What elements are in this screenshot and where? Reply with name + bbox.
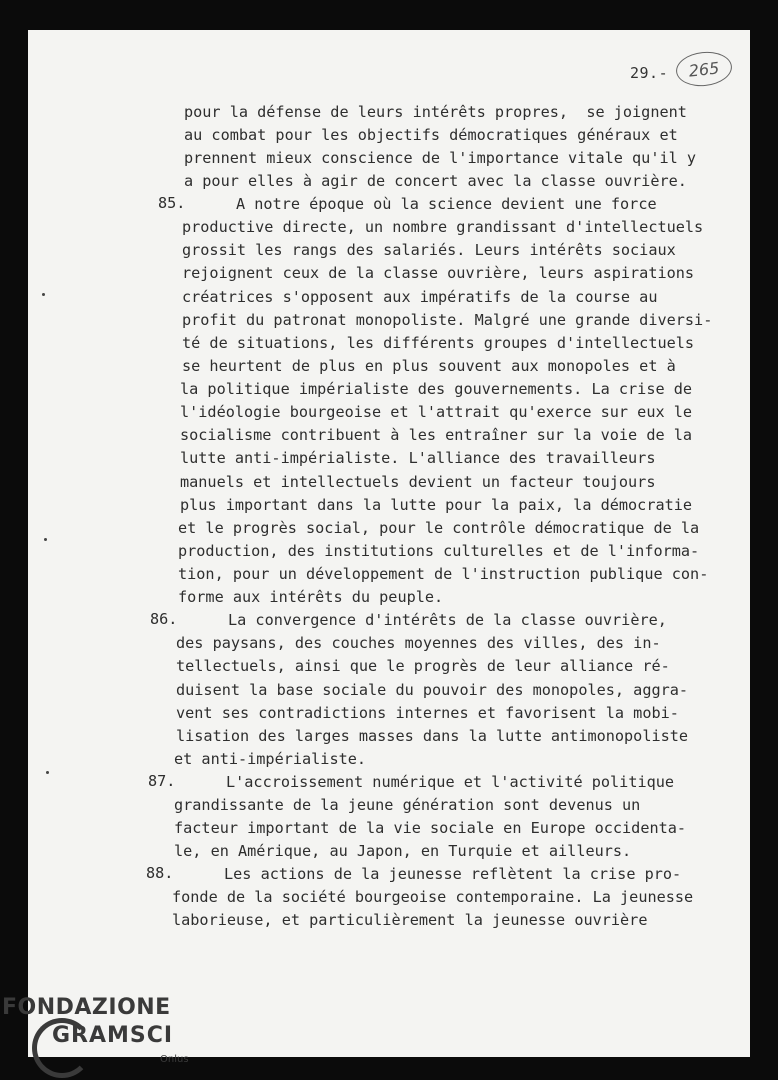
watermark-line-1: FONDAZIONE	[2, 995, 171, 1020]
paragraph-number: 87.	[148, 772, 176, 790]
text-line: et anti-impérialiste.	[174, 750, 367, 768]
text-line: socialisme contribuent à les entraîner sur la voie de la	[180, 426, 693, 444]
text-line: production, des institutions culturelles et de l'informa-	[178, 542, 700, 560]
page-number: 29.-	[630, 64, 669, 82]
text-line: créatrices s'opposent aux impératifs de la course au	[182, 288, 658, 306]
text-line: des paysans, des couches moyennes des villes, des in-	[176, 634, 661, 652]
text-line: rejoignent ceux de la classe ouvrière, leurs aspirations	[182, 264, 695, 282]
text-line: la politique impérialiste des gouvernements. La crise de	[180, 380, 693, 398]
text-line: laborieuse, et particulièrement la jeunesse ouvrière	[172, 911, 648, 929]
margin-mark	[46, 771, 49, 774]
text-line: duisent la base sociale du pouvoir des monopoles, aggra-	[176, 681, 689, 699]
margin-mark	[42, 293, 45, 296]
text-line: forme aux intérêts du peuple.	[178, 588, 444, 606]
text-line: au combat pour les objectifs démocratiques généraux et	[184, 126, 678, 144]
text-line: tion, pour un développement de l'instruction publique con-	[178, 565, 709, 583]
text-line: lisation des larges masses dans la lutte antimonopoliste	[176, 727, 689, 745]
text-line: facteur important de la vie sociale en Europe occidenta-	[174, 819, 687, 837]
text-line: L'accroissement numérique et l'activité politique	[226, 773, 675, 791]
text-line: et le progrès social, pour le contrôle démocratique de la	[178, 519, 700, 537]
text-line: A notre époque où la science devient une force	[236, 195, 657, 213]
margin-mark	[44, 538, 47, 541]
text-line: l'idéologie bourgeoise et l'attrait qu'exerce sur eux le	[180, 403, 693, 421]
text-line: manuels et intellectuels devient un facteur toujours	[180, 473, 656, 491]
text-line: productive directe, un nombre grandissant d'intellectuels	[182, 218, 704, 236]
text-line: grandissante de la jeune génération sont devenus un	[174, 796, 641, 814]
text-line: profit du patronat monopoliste. Malgré une grande diversi-	[182, 311, 713, 329]
text-line: grossit les rangs des salariés. Leurs intérêts sociaux	[182, 241, 676, 259]
text-line: té de situations, les différents groupes d'intellectuels	[182, 334, 695, 352]
text-line: Les actions de la jeunesse reflètent la crise pro-	[224, 865, 682, 883]
watermark-line-2: GRAMSCI	[52, 1023, 174, 1048]
text-line: se heurtent de plus en plus souvent aux monopoles et à	[182, 357, 676, 375]
paragraph-number: 86.	[150, 610, 178, 628]
text-line: prennent mieux conscience de l'importance vitale qu'il y	[184, 149, 697, 167]
paragraph-number: 85.	[158, 194, 186, 212]
text-line: le, en Amérique, au Japon, en Turquie et ailleurs.	[174, 842, 632, 860]
watermark	[2, 994, 173, 1050]
archive-stamp: 265	[674, 49, 733, 89]
text-line: vent ses contradictions internes et favorisent la mobi-	[176, 704, 679, 722]
text-line: a pour elles à agir de concert avec la classe ouvrière.	[184, 172, 687, 190]
watermark-line-3: Onlus	[160, 1054, 189, 1065]
text-line: fonde de la société bourgeoise contemporaine. La jeunesse	[172, 888, 694, 906]
paragraph-number: 88.	[146, 864, 174, 882]
text-line: pour la défense de leurs intérêts propres, se joignent	[184, 103, 687, 121]
text-line: plus important dans la lutte pour la paix, la démocratie	[180, 496, 693, 514]
text-line: La convergence d'intérêts de la classe ouvrière,	[228, 611, 667, 629]
text-line: tellectuels, ainsi que le progrès de leur alliance ré-	[176, 657, 670, 675]
text-line: lutte anti-impérialiste. L'alliance des travailleurs	[180, 449, 656, 467]
